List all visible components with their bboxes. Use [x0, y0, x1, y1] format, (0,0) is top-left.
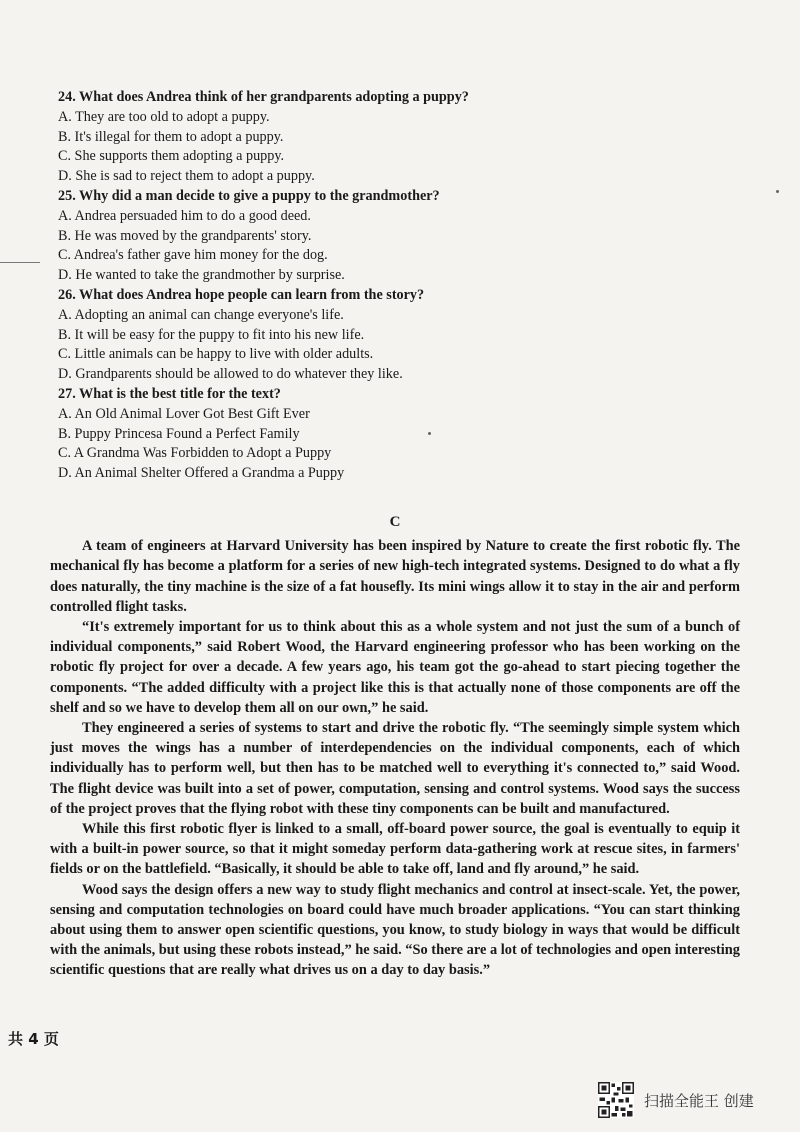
scanner-watermark — [598, 1082, 754, 1118]
question-stem: 27. What is the best title for the text? — [58, 385, 281, 402]
answer-option: D. Grandparents should be allowed to do whatever they like. — [58, 366, 403, 383]
answer-option: C. She supports them adopting a puppy. — [58, 148, 285, 165]
scanner-watermark-text: 扫描全能王 创建 — [644, 1091, 754, 1110]
scan-margin-line — [0, 262, 40, 263]
question-list — [58, 88, 518, 484]
question-stem: 24. What does Andrea think of her grandparents adopting a puppy? — [58, 89, 469, 105]
reading-passage-c — [50, 512, 740, 981]
scan-speck — [776, 190, 779, 193]
answer-option: A. An Old Animal Lover Got Best Gift Ever — [58, 405, 310, 422]
question-25 — [58, 187, 518, 286]
question-26 — [58, 286, 518, 385]
passage-paragraph: “It's extremely important for us to think about this as a whole system and not just the sum of a bunch of individual components,” said Robert Wood, the Harvard engineering professor who has been working on the robotic fly project for over a decade. A few years ago, his team got the go-ahead to start piecing together the components. “The added difficulty with a project like this is that actually none of those components are off the shelf and so we have to develop them all on our own,” he said. — [50, 619, 740, 716]
passage-paragraph: While this first robotic flyer is linked to a small, off-board power source, the goal is eventually to equip it with a built-in power source, so that it might someday perform data-gathering work at rescue sites, in farmers' fields or on the battlefield. “Basically, it should be able to take off, land and fly around,” he said. — [50, 821, 740, 878]
answer-option: A. Adopting an animal can change everyone's life. — [58, 306, 344, 323]
answer-option: B. Puppy Princesa Found a Perfect Family — [58, 425, 300, 442]
qr-code-icon — [598, 1082, 634, 1118]
question-27 — [58, 385, 518, 484]
answer-option: B. It will be easy for the puppy to fit into his new life. — [58, 326, 365, 343]
page-count: 共 4 页 — [8, 1030, 59, 1048]
answer-option: A. They are too old to adopt a puppy. — [58, 108, 270, 125]
passage-paragraph: They engineered a series of systems to start and drive the robotic fly. “The seemingly simple system which just moves the wings has a number of interdependencies on the individual components, each of which individually has to perform well, but then has to be matched well to everything it's connected to,” said Wood. The flight device was built into a set of power, computation, sensing and control systems. Wood says the success of the project proves that the flying robot with these tiny components can be built and manufactured. — [50, 720, 740, 817]
passage-paragraph: A team of engineers at Harvard University has been inspired by Nature to create the first robotic fly. The mechanical fly has become a platform for a series of new high-tech integrated systems. Designed to do what a fly does naturally, the tiny machine is the size of a fat housefly. Its mini wings allow it to stay in the air and perform controlled flight tasks. — [50, 538, 740, 615]
answer-option: C. Andrea's father gave him money for the dog. — [58, 247, 328, 264]
answer-option: D. She is sad to reject them to adopt a puppy. — [58, 168, 315, 185]
answer-option: C. A Grandma Was Forbidden to Adopt a Puppy — [58, 445, 332, 462]
answer-option: A. Andrea persuaded him to do a good deed. — [58, 207, 311, 224]
question-24 — [58, 88, 518, 187]
answer-option: D. He wanted to take the grandmother by surprise. — [58, 267, 345, 284]
answer-option: D. An Animal Shelter Offered a Grandma a Puppy — [58, 465, 345, 482]
passage-label: C — [389, 514, 401, 530]
answer-option: B. It's illegal for them to adopt a puppy. — [58, 128, 284, 145]
question-stem: 25. Why did a man decide to give a puppy to the grandmother? — [58, 187, 440, 204]
passage-paragraph: Wood says the design offers a new way to study flight mechanics and control at insect-scale. Yet, the power, sensing and computation technologies on board could have much broader applications. “You can start thinking about using them to answer open scientific questions, you know, to study biology in ways that would be difficult with the animals, but using these robots instead,” he said. “So there are a lot of technologies and open interesting scientific questions that are really what drives us on a day to day basis.” — [50, 881, 740, 979]
answer-option: C. Little animals can be happy to live with older adults. — [58, 346, 374, 363]
question-stem: 26. What does Andrea hope people can learn from the story? — [58, 286, 425, 303]
answer-option: B. He was moved by the grandparents' story. — [58, 227, 312, 244]
